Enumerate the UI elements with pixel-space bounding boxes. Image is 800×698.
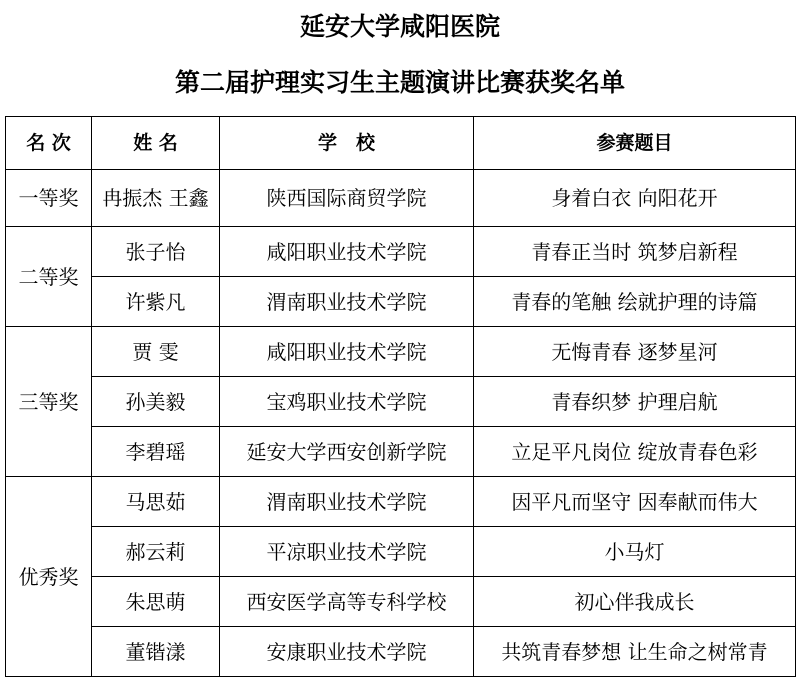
document-subtitle: 第二届护理实习生主题演讲比赛获奖名单	[174, 68, 625, 97]
table-row	[6, 427, 796, 477]
topic-cell: 无悔青春 逐梦星河	[474, 327, 796, 377]
topic-cell: 初心伴我成长	[474, 577, 796, 627]
topic-cell: 青春织梦 护理启航	[474, 377, 796, 427]
school-cell: 渭南职业技术学院	[220, 277, 474, 327]
table-row	[6, 277, 796, 327]
header-name: 姓 名	[92, 117, 220, 170]
table-row	[6, 477, 796, 527]
name-cell: 许紫凡	[92, 277, 220, 327]
name-cell: 孙美毅	[92, 377, 220, 427]
header-topic: 参赛题目	[474, 117, 796, 170]
rank-cell: 二等奖	[6, 227, 92, 327]
school-cell: 咸阳职业技术学院	[220, 327, 474, 377]
name-cell: 李碧瑶	[92, 427, 220, 477]
header-school: 学 校	[220, 117, 474, 170]
table-row	[6, 377, 796, 427]
topic-cell: 青春正当时 筑梦启新程	[474, 227, 796, 277]
header-row	[6, 117, 796, 170]
table-row	[6, 327, 796, 377]
table-row	[6, 627, 796, 677]
name-cell: 董锴漾	[92, 627, 220, 677]
table-row	[6, 527, 796, 577]
school-cell: 西安医学高等专科学校	[220, 577, 474, 627]
school-cell: 陕西国际商贸学院	[220, 170, 474, 227]
topic-cell: 因平凡而坚守 因奉献而伟大	[474, 477, 796, 527]
topic-cell: 共筑青春梦想 让生命之树常青	[474, 627, 796, 677]
school-cell: 延安大学西安创新学院	[220, 427, 474, 477]
school-cell: 宝鸡职业技术学院	[220, 377, 474, 427]
table-row	[6, 170, 796, 227]
rank-cell: 一等奖	[6, 170, 92, 227]
document-title: 延安大学咸阳医院	[299, 12, 500, 41]
topic-cell: 身着白衣 向阳花开	[474, 170, 796, 227]
rank-cell: 优秀奖	[6, 477, 92, 677]
topic-cell: 青春的笔触 绘就护理的诗篇	[474, 277, 796, 327]
name-cell: 马思茹	[92, 477, 220, 527]
name-cell: 贾 雯	[92, 327, 220, 377]
name-cell: 朱思萌	[92, 577, 220, 627]
rank-cell: 三等奖	[6, 327, 92, 477]
school-cell: 咸阳职业技术学院	[220, 227, 474, 277]
school-cell: 渭南职业技术学院	[220, 477, 474, 527]
table-row	[6, 577, 796, 627]
school-cell: 平凉职业技术学院	[220, 527, 474, 577]
school-cell: 安康职业技术学院	[220, 627, 474, 677]
topic-cell: 立足平凡岗位 绽放青春色彩	[474, 427, 796, 477]
name-cell: 张子怡	[92, 227, 220, 277]
name-cell: 郝云莉	[92, 527, 220, 577]
award-table	[5, 116, 796, 677]
table-row	[6, 227, 796, 277]
topic-cell: 小马灯	[474, 527, 796, 577]
name-cell: 冉振杰 王鑫	[92, 170, 220, 227]
header-rank: 名 次	[6, 117, 92, 170]
